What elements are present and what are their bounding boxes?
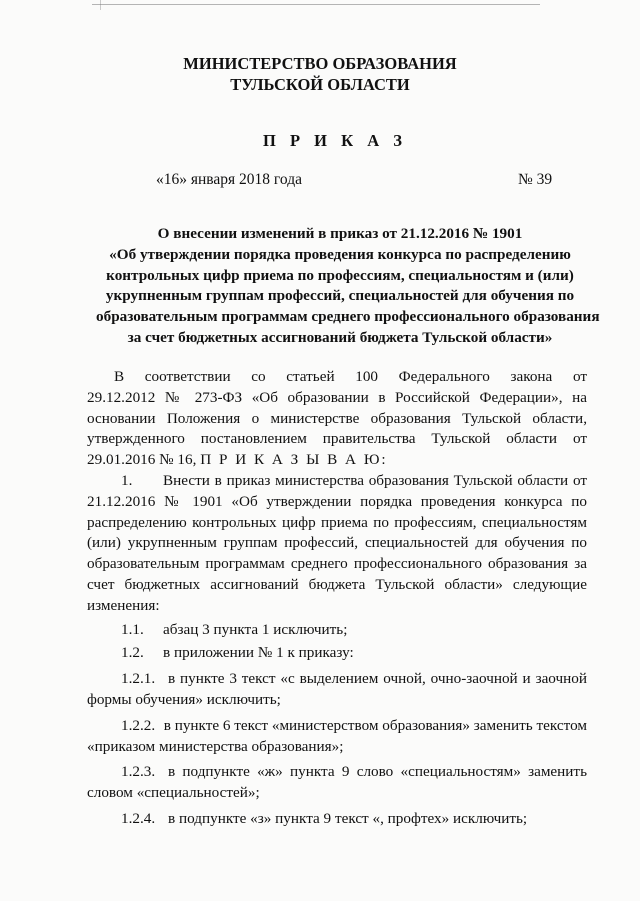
item-1-2-3-text-line-1: в подпункте «ж» пункта 9 слово «специальностям» заменить xyxy=(168,763,587,781)
item-1-line-5: образовательным программам среднего профессионального образования за xyxy=(87,555,587,573)
item-1-2-1-text-line-1: в пункте 3 текст «с выделением очной, очно-заочной и заочной xyxy=(168,670,587,688)
item-1-2-3-line-2: словом «специальностей»; xyxy=(87,784,260,802)
item-1-2-2-line-1 xyxy=(87,716,587,737)
subject-line-4: укрупненным группам профессий, специальностей для обучения по xyxy=(105,287,575,305)
item-1-2-2-line-2: «приказом министерства образования»; xyxy=(87,737,344,755)
subject-line-6: за счет бюджетных ассигнований бюджета Тульской области» xyxy=(127,328,553,346)
item-1-2-2-text-line-1: в пункте 6 текст «министерством образования» заменить текстом xyxy=(163,716,587,734)
item-1-1-text: абзац 3 пункта 1 исключить; xyxy=(163,620,348,638)
order-subject xyxy=(96,224,600,349)
item-1-line-6: счет бюджетных ассигнований бюджета Тульской области» следующие xyxy=(87,575,587,593)
item-1-2-1-line-1 xyxy=(87,669,587,690)
preamble-line-5 xyxy=(87,450,587,471)
item-1-line-4: (или) укрупненным группам профессий, специальностей для обучения по xyxy=(87,534,587,552)
ministry-header xyxy=(0,53,640,95)
order-body xyxy=(87,367,587,830)
item-1-text-line-1: Внести в приказ министерства образования Тульской области от xyxy=(163,471,587,489)
preamble-line-3: основании Положения о министерстве образования Тульской области, xyxy=(87,409,587,427)
item-1-2-1-number: 1.2.1. xyxy=(121,670,156,688)
preamble-line-5-start: 29.01.2016 № 16, xyxy=(87,451,201,469)
item-1-2-4 xyxy=(87,809,587,830)
ministry-line-1: МИНИСТЕРСТВО ОБРАЗОВАНИЯ xyxy=(183,54,457,73)
item-1-2 xyxy=(87,643,587,664)
item-1-line-7: изменения: xyxy=(87,596,160,614)
preamble-line-4: утвержденного постановлением правительства Тульской области от xyxy=(87,430,587,448)
subject-line-2: «Об утверждении порядка проведения конкурса по распределению xyxy=(109,245,571,263)
subject-line-3: контрольных цифр приема по профессиям, специальностям и (или) xyxy=(106,266,574,284)
item-1-2-3-number: 1.2.3. xyxy=(121,763,156,781)
item-1-2-4-text: в подпункте «з» пункта 9 текст «, профтех» исключить; xyxy=(168,809,528,827)
preamble-line-2: 29.12.2012 № 273-ФЗ «Об образовании в Российской Федерации», на xyxy=(87,388,587,406)
item-1-2-1-line-2: формы обучения» исключить; xyxy=(87,690,281,708)
ministry-line-2: ТУЛЬСКОЙ ОБЛАСТИ xyxy=(230,75,410,94)
item-1-2-3-line-1 xyxy=(87,762,587,783)
subject-line-5: образовательным программам среднего профессионального образования xyxy=(96,308,600,326)
item-1-1-number: 1.1. xyxy=(121,620,144,638)
item-1-line-2: 21.12.2016 № 1901 «Об утверждении порядка проведения конкурса по xyxy=(87,492,587,510)
item-1-2-4-number: 1.2.4. xyxy=(121,809,156,827)
order-date: «16» января 2018 года xyxy=(156,171,302,188)
subject-line-1: О внесении изменений в приказ от 21.12.2016 № 1901 xyxy=(157,225,523,242)
item-1-number: 1. xyxy=(121,471,133,489)
preamble-line-1: В соответствии со статьей 100 Федерального закона от xyxy=(114,368,587,385)
item-1-line-3: распределению контрольных цифр приема по профессиям, специальностям xyxy=(87,513,587,531)
prikazyvayu: П Р И К А З Ы В А Ю: xyxy=(200,451,388,469)
order-title: П Р И К А З xyxy=(263,131,407,150)
order-number: № 39 xyxy=(518,171,553,188)
item-1-2-number: 1.2. xyxy=(121,644,144,662)
item-1-2-text: в приложении № 1 к приказу: xyxy=(163,644,354,662)
item-1-line-1 xyxy=(87,471,587,492)
item-1-1 xyxy=(87,620,587,641)
item-1-2-2-number: 1.2.2. xyxy=(121,716,156,734)
